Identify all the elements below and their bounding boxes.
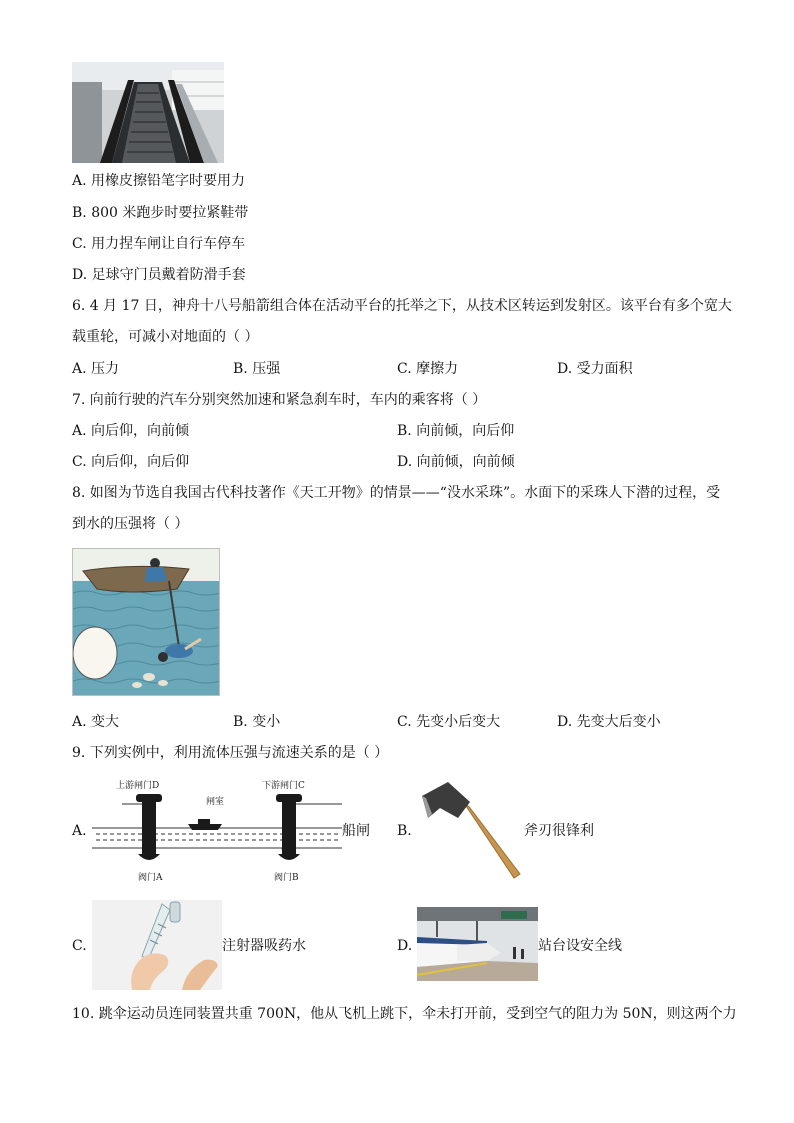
q5-option-d: D. 足球守门员戴着防滑手套 <box>72 267 246 283</box>
q8-option-c: C. 先变小后变大 <box>397 714 501 730</box>
q8-option-d: D. 先变大后变小 <box>557 714 661 730</box>
q9-option-b-caption: 斧刃很锋利 <box>524 823 594 839</box>
q5-option-b: B. 800 米跑步时要拉紧鞋带 <box>72 205 249 221</box>
q8-stem-line1: 8. 如图为节选自我国古代科技著作《天工开物》的情景——“没水采珠”。水面下的采珠人下潜的过程，受 <box>72 485 721 501</box>
syringe-photo <box>92 900 222 990</box>
q7-option-c: C. 向后仰，向后仰 <box>72 454 190 470</box>
train-platform-photo <box>417 907 538 981</box>
q9-stem: 9. 下列实例中，利用流体压强与流速关系的是（ ） <box>72 745 389 761</box>
q7-stem: 7. 向前行驶的汽车分别突然加速和紧急刹车时，车内的乘客将（ ） <box>72 392 487 408</box>
chamber-label: 闸室 <box>206 797 225 807</box>
q9-option-d-caption: 站台设安全线 <box>538 938 622 954</box>
q7-option-b: B. 向前倾，向后仰 <box>397 423 515 439</box>
q6-option-d: D. 受力面积 <box>557 361 633 377</box>
q9-option-b-letter: B. <box>397 823 412 839</box>
q10-stem-line1: 10. 跳伞运动员连同装置共重 700N，他从飞机上跳下，伞未打开前，受到空气的阻力为 50N，则这两个力 <box>72 1006 737 1022</box>
q9-option-a-letter: A. <box>72 823 87 839</box>
q6-stem-line2: 载重轮，可减小对地面的（ ） <box>72 329 259 345</box>
upper-gate-label: 上游闸门D <box>116 781 160 791</box>
q5-option-a: A. 用橡皮擦铅笔字时要用力 <box>72 173 246 189</box>
q8-stem-line2: 到水的压强将（ ） <box>72 516 189 532</box>
escalator-photo <box>72 62 224 163</box>
valve-a-label: 阀门A <box>138 873 163 883</box>
q8-option-a: A. 变大 <box>72 714 120 730</box>
valve-b-label: 阀门B <box>274 873 299 883</box>
pearl-diving-illustration <box>72 548 220 696</box>
q8-option-b: B. 变小 <box>233 714 281 730</box>
q9-option-c-letter: C. <box>72 938 87 954</box>
lower-gate-label: 下游闸门C <box>262 781 305 791</box>
q6-option-a: A. 压力 <box>72 361 120 377</box>
ship-lock-diagram <box>92 774 342 886</box>
axe-image <box>418 778 524 880</box>
q7-option-a: A. 向后仰，向前倾 <box>72 423 190 439</box>
q5-option-c: C. 用力捏车闸让自行车停车 <box>72 236 246 252</box>
q6-option-c: C. 摩擦力 <box>397 361 459 377</box>
q9-option-d-letter: D. <box>397 938 413 954</box>
q6-stem-line1: 6. 4 月 17 日，神舟十八号船箭组合体在活动平台的托举之下，从技术区转运到发射区。该平台有多个宽大 <box>72 298 732 314</box>
q9-option-c-caption: 注射器吸药水 <box>222 938 306 954</box>
q6-option-b: B. 压强 <box>233 361 281 377</box>
q7-option-d: D. 向前倾，向前倾 <box>397 454 515 470</box>
q9-option-a-caption: 船闸 <box>342 823 370 839</box>
